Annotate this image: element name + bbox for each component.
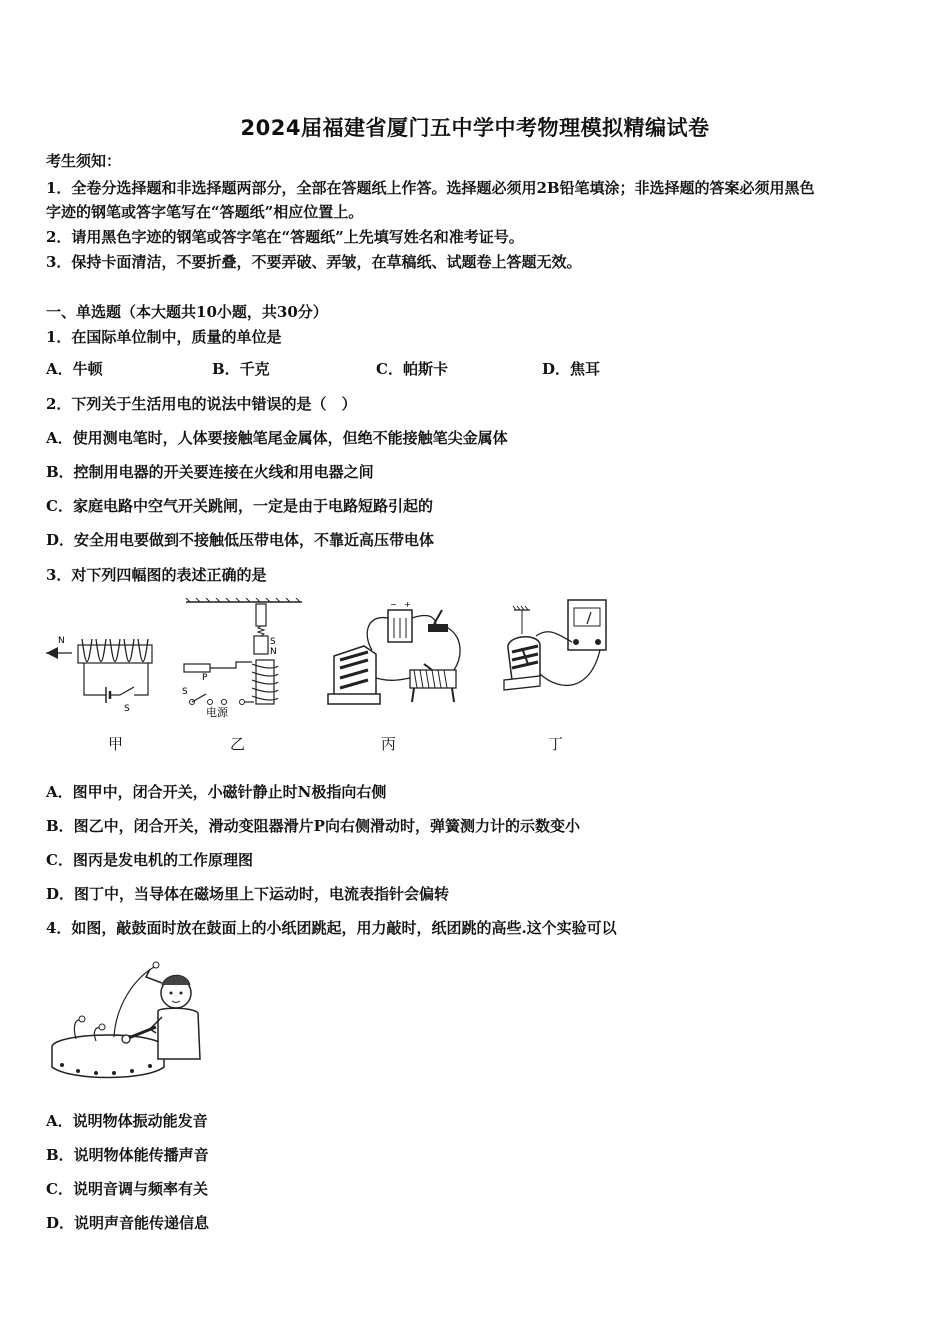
option: B．控制用电器的开关要连接在火线和用电器之间	[46, 463, 374, 481]
option: A．图甲中，闭合开关，小磁针静止时N极指向右侧	[46, 783, 387, 801]
option: D．安全用电要做到不接触低压带电体，不靠近高压带电体	[46, 531, 435, 549]
option: C．帕斯卡	[376, 360, 448, 378]
drum-figure	[50, 955, 205, 1085]
magnet-icon	[254, 636, 268, 654]
figure-caption: 乙	[230, 735, 246, 753]
section-heading: 一、单选题（本大题共10小题，共30分）	[46, 303, 328, 321]
option: C．图丙是发电机的工作原理图	[46, 851, 253, 869]
switch-label: S	[182, 687, 188, 697]
slider-label: P	[202, 673, 208, 683]
option: B．图乙中，闭合开关，滑动变阻器滑片P向右侧滑动时，弹簧测力计的示数变小	[46, 817, 580, 835]
figure-caption: 甲	[108, 735, 124, 753]
option: B．说明物体能传播声音	[46, 1146, 209, 1164]
switch-icon	[192, 694, 206, 702]
option: B．千克	[212, 360, 270, 378]
person-body	[158, 1008, 200, 1059]
page-title: 2024届福建省厦门五中学中考物理模拟精编试卷	[240, 116, 710, 140]
figure-ding	[500, 596, 612, 704]
figure-caption: 丁	[548, 735, 564, 753]
option: D．说明声音能传递信息	[46, 1214, 210, 1232]
switch-label: S	[124, 704, 130, 714]
figure-bing	[324, 598, 464, 710]
question-stem: 4．如图，敲鼓面时放在鼓面上的小纸团跳起，用力敲时，纸团跳的高些.这个实验可以	[46, 919, 617, 937]
option: D．图丁中，当导体在磁场里上下运动时，电流表指针会偏转	[46, 885, 450, 903]
figure-jia	[44, 625, 156, 715]
option: D．焦耳	[542, 360, 601, 378]
power-label: 电源	[206, 706, 228, 718]
figure-caption: 丙	[381, 735, 397, 753]
question-stem: 2．下列关于生活用电的说法中错误的是（ ）	[46, 395, 357, 413]
switch-icon	[120, 687, 134, 695]
magnet-n-label: N	[270, 647, 277, 657]
coil-icon	[82, 639, 148, 662]
question-stem: 1．在国际单位制中，质量的单位是	[46, 328, 282, 346]
option: A．使用测电笔时，人体要接触笔尾金属体，但绝不能接触笔尖金属体	[46, 429, 508, 447]
notice-item: 2．请用黑色字迹的钢笔或答字笔在“答题纸”上先填写姓名和准考证号。	[46, 228, 524, 246]
notice-heading: 考生须知：	[46, 152, 122, 170]
notice-item: 3．保持卡面清洁，不要折叠，不要弄破、弄皱，在草稿纸、试题卷上答题无效。	[46, 253, 582, 271]
switch-icon	[428, 624, 448, 632]
option: C．说明音调与频率有关	[46, 1180, 208, 1198]
notice-item: 1．全卷分选择题和非选择题两部分，全部在答题纸上作答。选择题必须用2B铅笔填涂；非选择题的答案必须用黑色	[46, 179, 815, 197]
rheostat-icon	[184, 664, 210, 672]
option: A．说明物体振动能发音	[46, 1112, 208, 1130]
drum-icon	[52, 1047, 164, 1078]
battery-plus-label: +	[404, 600, 411, 609]
notice-item: 字迹的钢笔或答字笔写在“答题纸”相应位置上。	[46, 203, 364, 221]
spring-scale-icon	[256, 604, 266, 626]
battery-minus-label: −	[390, 600, 397, 609]
question-stem: 3．对下列四幅图的表述正确的是	[46, 566, 267, 584]
magnet-s-label: S	[270, 637, 276, 647]
figure-yi	[176, 598, 306, 718]
n-pole-label: N	[58, 636, 65, 646]
option: C．家庭电路中空气开关跳闸，一定是由于电路短路引起的	[46, 497, 433, 515]
option: A．牛顿	[46, 360, 103, 378]
